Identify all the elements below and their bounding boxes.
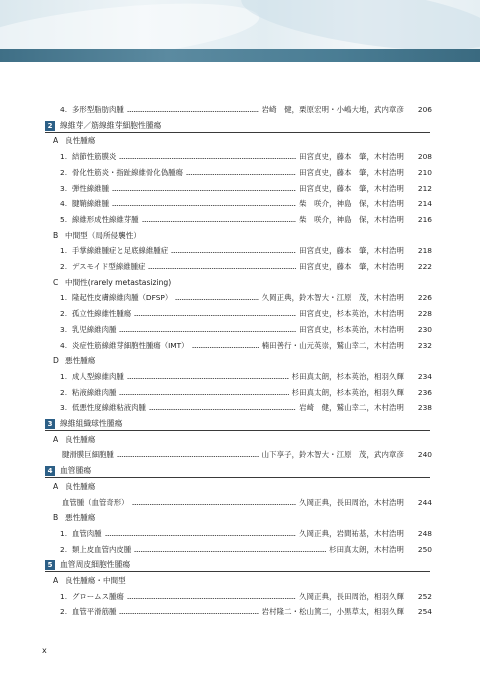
entry-authors: 柴 咲介，神島 保，木村浩明 — [299, 214, 404, 224]
section-rule — [45, 477, 430, 478]
toc-entry — [0, 370, 480, 384]
entry-title: 骨化性筋炎・指趾線維骨化偽腫瘍 — [72, 167, 183, 177]
dot-leader — [192, 347, 259, 348]
entry-title: 成人型線維肉腫 — [72, 371, 124, 381]
toc-entry — [0, 213, 480, 227]
toc-entry — [0, 339, 480, 353]
group-heading — [0, 354, 480, 368]
entry-number: 1. — [60, 591, 68, 601]
entry-page: 226 — [417, 293, 432, 303]
entry-page: 244 — [417, 497, 432, 507]
entry-authors: 岩村隆二・松山篤二，小黒草太，相羽久輝 — [261, 607, 404, 617]
dot-leader — [148, 268, 296, 269]
entry-title: 多形型脂肪肉腫 — [72, 105, 124, 114]
entry-page: 214 — [417, 199, 432, 209]
section-heading — [0, 558, 480, 572]
toc-entry-line — [60, 401, 432, 415]
entry-title: 手掌線維腫症と足底線維腫症 — [72, 246, 169, 256]
entry-title: 低悪性度線維粘液肉腫 — [72, 403, 146, 413]
entry-page: 232 — [417, 340, 432, 350]
section-title: 血管腫瘍 — [60, 466, 92, 476]
section-number: 2 — [45, 121, 55, 131]
dot-leader — [132, 504, 297, 505]
toc-entry — [0, 323, 480, 337]
toc-entry-line — [60, 605, 432, 619]
dot-leader — [127, 598, 296, 599]
entry-title: 粘液線維肉腫 — [72, 387, 117, 397]
group-letter: D — [53, 356, 59, 366]
entry-title: 弾性線維腫 — [72, 183, 109, 193]
entry-title: 結節性筋膜炎 — [72, 152, 117, 162]
dot-leader — [149, 409, 296, 410]
entry-authors: 柴 咲介，神島 保，木村浩明 — [299, 199, 404, 209]
dot-leader — [186, 174, 296, 175]
toc-entry — [0, 244, 480, 258]
toc-entry-line — [60, 386, 432, 400]
entry-page: 210 — [417, 167, 432, 177]
entry-page: 252 — [417, 591, 432, 601]
toc-entry-line — [60, 103, 432, 117]
entry-authors: 杉田真太朗，杉本英治，相羽久輝 — [291, 387, 404, 397]
group-title: 良性腫瘍・中間型 — [65, 576, 126, 585]
toc-entry — [0, 543, 480, 557]
dot-leader — [112, 205, 296, 206]
entry-authors: 久岡正典，鈴木智大・江原 茂，木村浩明 — [261, 293, 404, 303]
entry-number: 2. — [60, 309, 68, 319]
group-heading — [0, 511, 480, 525]
group-title: 良性腫瘍 — [65, 481, 96, 491]
section-title: 血管周皮細胞性腫瘍 — [60, 560, 131, 570]
entry-title: 腱鞘線維腫 — [72, 199, 109, 209]
toc-entry — [0, 527, 480, 541]
dot-leader — [127, 111, 259, 112]
toc-entry — [0, 590, 480, 604]
group-heading — [0, 574, 480, 588]
entry-page: 228 — [417, 309, 432, 319]
entry-number: 3. — [60, 183, 68, 193]
toc-entry — [0, 291, 480, 305]
toc-entry-line — [60, 307, 432, 321]
toc-entry-line — [60, 166, 432, 180]
section-title: 線維組織球性腫瘍 — [60, 419, 123, 428]
section-rule — [45, 132, 430, 133]
toc-entry-line — [60, 370, 432, 384]
entry-number: 2. — [60, 544, 68, 554]
toc-entry — [0, 150, 480, 164]
group-letter: B — [53, 230, 59, 240]
group-letter: A — [53, 434, 59, 444]
group-heading — [0, 276, 480, 290]
entry-authors: 山下享子，鈴木智大・江原 茂，武内章彦 — [261, 450, 404, 460]
entry-title: 血管平滑筋腫 — [72, 607, 117, 617]
toc-entry — [0, 103, 480, 117]
toc-entry-line — [60, 323, 432, 337]
entry-page: 238 — [417, 403, 432, 413]
toc-entry-line — [60, 590, 432, 604]
dot-leader — [134, 551, 326, 552]
toc-entry-line — [60, 150, 432, 164]
entry-page: 222 — [417, 262, 432, 271]
entry-page: 234 — [417, 371, 432, 381]
dot-leader — [119, 331, 296, 332]
entry-title: 血管肉腫 — [72, 528, 102, 538]
group-title: 良性腫瘍 — [65, 434, 96, 444]
group-heading — [0, 480, 480, 494]
entry-page: 240 — [417, 450, 432, 460]
section-heading — [0, 464, 480, 478]
toc-entry-line — [60, 527, 432, 541]
entry-page: 250 — [417, 544, 432, 554]
toc-entry — [0, 197, 480, 211]
group-letter: A — [53, 481, 59, 491]
group-title: 悪性腫瘍 — [65, 356, 96, 366]
entry-authors: 久岡正典，岩間祐基，木村浩明 — [299, 528, 404, 538]
toc-entry-line — [60, 339, 432, 353]
toc-entry-line — [60, 543, 432, 557]
entry-title: 腱滑膜巨細胞腫 — [62, 450, 114, 460]
dot-leader — [119, 394, 288, 395]
group-title: 良性腫瘍 — [65, 136, 96, 146]
entry-title: 隆起性皮膚線維肉腫（DFSP） — [72, 293, 173, 303]
section-rule — [45, 430, 430, 431]
entry-authors: 田宮貞史，藤本 肇，木村浩明 — [299, 167, 404, 177]
entry-page: 248 — [417, 528, 432, 538]
entry-authors: 杉田真太朗，木村浩明 — [329, 544, 404, 554]
entry-authors: 田宮貞史，藤本 肇，木村浩明 — [299, 246, 404, 256]
group-heading — [0, 229, 480, 243]
entry-title: 血管腫（血管奇形） — [62, 497, 129, 507]
entry-number: 2. — [60, 607, 68, 617]
entry-authors: 岩崎 健，栗原宏明・小嶋大地，武内章彦 — [261, 105, 404, 114]
entry-number: 5. — [60, 214, 68, 224]
group-heading — [0, 433, 480, 447]
dot-leader — [119, 158, 296, 159]
dot-leader — [112, 190, 296, 191]
entry-number: 1. — [60, 528, 68, 538]
dot-leader — [105, 535, 297, 536]
entry-title: 線維形成性線維芽腫 — [72, 214, 139, 224]
entry-authors: 田宮貞史，藤本 肇，木村浩明 — [299, 183, 404, 193]
section-number: 4 — [45, 466, 55, 476]
entry-title: 乳児線維肉腫 — [72, 324, 117, 334]
entry-number: 2. — [60, 167, 68, 177]
group-letter: C — [53, 277, 59, 287]
entry-page: 230 — [417, 324, 432, 334]
dot-leader — [134, 315, 296, 316]
dot-leader — [175, 299, 258, 300]
dot-leader — [171, 252, 296, 253]
entry-title: デスモイド型線維腫症 — [72, 262, 146, 271]
toc-entry-line — [60, 182, 432, 196]
toc-entry-line — [60, 291, 432, 305]
entry-number: 1. — [60, 371, 68, 381]
section-heading — [0, 417, 480, 431]
toc-entry-line — [62, 448, 432, 462]
section-heading — [0, 119, 480, 133]
toc-entry — [0, 260, 480, 274]
toc-entry — [0, 166, 480, 180]
section-rule — [45, 571, 430, 572]
entry-page: 216 — [417, 214, 432, 224]
entry-number: 3. — [60, 403, 68, 413]
entry-authors: 岩崎 健，鷲山幸二，木村浩明 — [299, 403, 404, 413]
dot-leader — [119, 613, 258, 614]
toc-entry-line — [62, 496, 432, 510]
group-heading — [0, 134, 480, 148]
toc-entry — [0, 605, 480, 619]
entry-page: 208 — [417, 152, 432, 162]
toc-entry — [0, 401, 480, 415]
dot-leader — [117, 456, 259, 457]
dot-leader — [142, 221, 297, 222]
page-number: x — [42, 646, 47, 655]
entry-number: 1. — [60, 293, 68, 303]
toc-entry-line — [60, 213, 432, 227]
entry-number: 1. — [60, 152, 68, 162]
entry-number: 4. — [60, 340, 68, 350]
entry-number: 2. — [60, 387, 68, 397]
entry-page: 254 — [417, 607, 432, 617]
entry-title: 炎症性筋線維芽細胞性腫瘍（IMT） — [72, 340, 189, 350]
entry-number: 2. — [60, 262, 68, 271]
group-letter: B — [53, 513, 59, 523]
entry-authors: 杉田真太朗，杉本英治，相羽久輝 — [291, 371, 404, 381]
entry-title: 類上皮血管内皮腫 — [72, 544, 132, 554]
entry-number: 1. — [60, 246, 68, 256]
entry-authors: 田宮貞史，杉本英治，木村浩明 — [299, 324, 404, 334]
entry-number: 4. — [60, 105, 68, 114]
group-letter: A — [53, 576, 59, 585]
section-number: 5 — [45, 560, 55, 570]
entry-authors: 田宮貞史，杉本英治，木村浩明 — [299, 309, 404, 319]
section-number: 3 — [45, 419, 55, 429]
entry-authors: 久岡正典，長田周治，木村浩明 — [299, 497, 404, 507]
toc-entry — [0, 448, 480, 462]
toc-entry — [0, 386, 480, 400]
entry-page: 236 — [417, 387, 432, 397]
entry-number: 4. — [60, 199, 68, 209]
group-letter: A — [53, 136, 59, 146]
entry-authors: 田宮貞史，藤本 肇，木村浩明 — [299, 152, 404, 162]
group-title: 中間性(rarely metastasizing) — [65, 277, 172, 287]
entry-title: グロームス腫瘍 — [72, 591, 124, 601]
dot-leader — [127, 378, 289, 379]
entry-number: 3. — [60, 324, 68, 334]
toc-entry — [0, 307, 480, 321]
entry-authors: 田宮貞史，藤本 肇，木村浩明 — [299, 262, 404, 271]
toc-entry-line — [60, 260, 432, 274]
entry-page: 212 — [417, 183, 432, 193]
group-title: 悪性腫瘍 — [65, 513, 96, 523]
entry-authors: 楠田善行・山元英崇，鷲山幸二，木村浩明 — [261, 340, 404, 350]
group-title: 中間型（局所侵襲性） — [65, 230, 141, 240]
section-title: 線維芽／筋線維芽細胞性腫瘍 — [60, 120, 162, 130]
toc-entry — [0, 182, 480, 196]
entry-page: 218 — [417, 246, 432, 256]
entry-authors: 久岡正典，長田周治，相羽久輝 — [299, 591, 404, 601]
entry-title: 孤立性線維性腫瘍 — [72, 309, 132, 319]
toc-entry-line — [60, 244, 432, 258]
toc-entry — [0, 496, 480, 510]
entry-page: 206 — [417, 105, 432, 114]
toc-entry-line — [60, 197, 432, 211]
